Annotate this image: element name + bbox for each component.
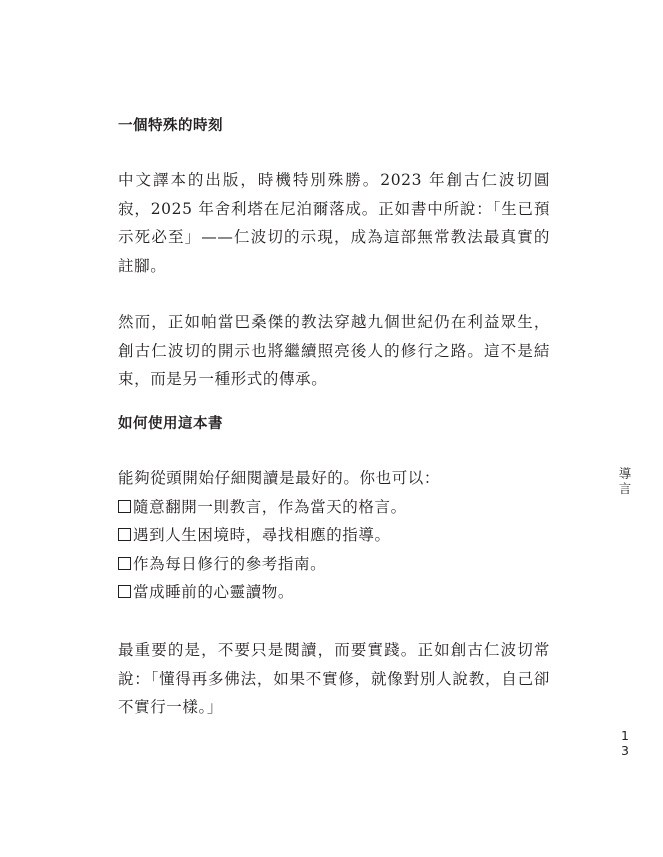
checkbox-square-icon xyxy=(118,500,131,513)
list-item: 隨意翻開一則教言，作為當天的格言。 xyxy=(118,493,550,522)
usage-list xyxy=(118,493,550,607)
paragraph-lineage: 然而，正如帕當巴桑傑的教法穿越九個世紀仍在利益眾生，創古仁波切的開示也將繼續照亮後人的修行之路。這不是結束，而是另一種形式的傳承。 xyxy=(118,313,550,388)
chapter-side-title: 導 言 xyxy=(618,466,632,496)
list-item: 作為每日修行的參考指南。 xyxy=(118,550,550,579)
paragraph-practice: 最重要的是，不要只是閱讀，而要實踐。正如創古仁波切常說：「懂得再多佛法，如果不實修，就像對別人說教，自己卻不實行一樣。」 xyxy=(118,641,550,716)
paragraph-translation-timing: 中文譯本的出版，時機特別殊勝。2023 年創古仁波切圓寂，2025 年舍利塔在尼泊爾落成。正如書中所說：「生已預示死必至」——仁波切的示現，成為這部無常教法最真實的註腳。 xyxy=(118,171,550,275)
checkbox-square-icon xyxy=(118,557,131,570)
usage-intro: 能夠從頭開始仔細閱讀是最好的。你也可以： xyxy=(118,469,441,487)
section-heading-special-moment: 一個特殊的時刻 xyxy=(118,118,223,134)
usage-block xyxy=(118,464,550,607)
list-item: 遇到人生困境時，尋找相應的指導。 xyxy=(118,521,550,550)
section-heading-how-to-use: 如何使用這本書 xyxy=(118,416,223,432)
checkbox-square-icon xyxy=(118,585,131,598)
page-number: 1 3 xyxy=(621,728,629,758)
list-item: 當成睡前的心靈讀物。 xyxy=(118,578,550,607)
checkbox-square-icon xyxy=(118,528,131,541)
